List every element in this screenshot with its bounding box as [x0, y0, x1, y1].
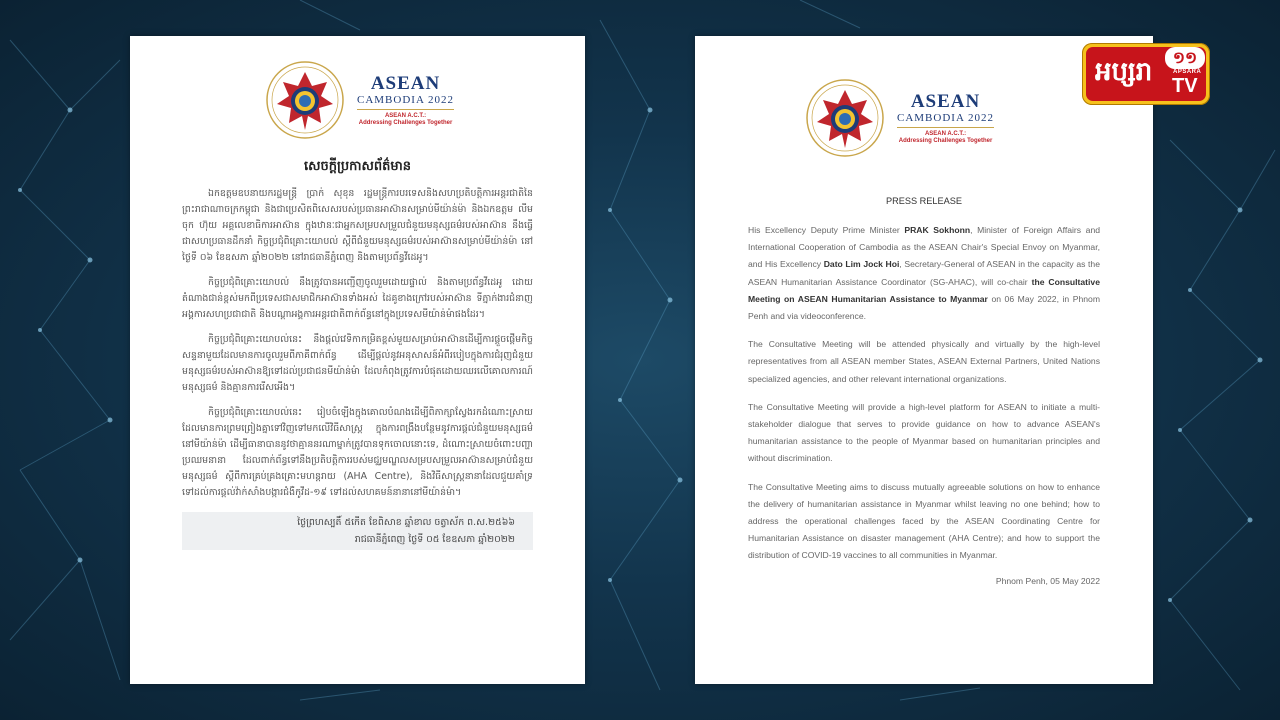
- channel-name-khmer: អប្សរា: [1095, 57, 1153, 87]
- asean-emblem-icon: [265, 60, 345, 140]
- asean-cambodia-logo: [265, 60, 454, 140]
- english-paragraph-3: The Consultative Meeting will provide a high-level platform for ASEAN to initiate a multi-stakeholder dialogue that serves to provide guidance on how to advance ASEAN's humanitarian assistance to the people of Myanmar based on humanitarian principles and without discrimination.: [748, 401, 1100, 464]
- channel-number: ១១: [1165, 47, 1205, 69]
- khmer-heading: សេចក្ដីប្រកាសព័ត៌មាន: [303, 159, 412, 174]
- khmer-solar-date: រាជធានីភ្នំពេញ ថ្ងៃទី ០៥ ខែឧសភា ឆ្នាំ២០២២: [354, 534, 515, 545]
- khmer-paragraph: កិច្ចប្រជុំពិគ្រោះយោបល់នេះ នឹងផ្ដល់វេទិកាកម្រិតខ្ពស់មួយសម្រាប់អាស៊ានដើម្បីការផ្ដួចផ្ដើមកិច្ចសន្ទនាមួយដែលមានការចូលរួមពីភាគីពាក់ព័ន្ធ ដើម្បីផ្ដល់នូវអនុសាសន៍អំពីរបៀបក្នុងការជំរុញជំនួយមនុស្សធម៌របស់អាស៊ានឱ្យទៅដល់ប្រជាជនមីយ៉ាន់ម៉ា ដែលកំពុងត្រូវការបំផុតដោយឈរលើគោលការណ៍មនុស្សធម៌ និងគ្មានការរើសអើង។: [182, 334, 533, 393]
- logo-subtitle: CAMBODIA 2022: [357, 94, 454, 110]
- khmer-paragraph: ឯកឧត្តមឧបនាយករដ្ឋមន្ត្រី ប្រាក់ សុខុន រដ្ឋមន្ត្រីការបរទេសនិងសហប្រតិបត្តិការអន្តរជាតិនៃព្រះរាជាណាចក្រកម្ពុជា និងជាប្រេសិតពិសេសរបស់ប្រធានអាស៊ានសម្រាប់មីយ៉ាន់ម៉ា និងឯកឧត្តម លីម ចុក ហ៊ុយ អគ្គលេខាធិការអាស៊ាន ក្នុងឋានៈជាអ្នកសម្របសម្រួលជំនួយមនុស្សធម៌របស់អាស៊ាន នឹងធ្វើជាសហប្រធានដឹកនាំ កិច្ចប្រជុំពិគ្រោះយោបល់ ស្ដីពីជំនួយមនុស្សធម៌របស់អាស៊ានសម្រាប់មីយ៉ាន់ម៉ា នៅថ្ងៃទី ០៦ ខែឧសភា ឆ្នាំ២០២២ នៅរាជធានីភ្នំពេញ និងតាមប្រព័ន្ធវីដេអូ។: [182, 188, 533, 263]
- logo-title: ASEAN: [370, 72, 441, 94]
- khmer-dateline: [182, 512, 533, 550]
- logo-subtitle: CAMBODIA 2022: [897, 112, 994, 128]
- khmer-paragraph: កិច្ចប្រជុំពិគ្រោះយោបល់ នឹងត្រូវបានអញ្ជើញចូលរួមដោយផ្ទាល់ និងតាមប្រព័ន្ធវីដេអូ ដោយតំណាងជាន់ខ្ពស់មកពីប្រទេសជាសមាជិកអាស៊ានទាំងអស់ ដៃគូខាងក្រៅរបស់អាស៊ាន ទីភ្នាក់ងារជំនាញអង្គការសហប្រជាជាតិ និងបណ្ដាអង្គការអន្តរជាតិពាក់ព័ន្ធនៅក្នុងប្រទេសមីយ៉ាន់ម៉ាផងដែរ។: [182, 277, 533, 320]
- khmer-body: [182, 186, 533, 510]
- logo-act: ASEAN A.C.T.:: [384, 112, 427, 119]
- channel-brand: APSARA: [1173, 69, 1202, 75]
- asean-emblem-icon: [805, 78, 885, 158]
- logo-act: ASEAN A.C.T.:: [924, 130, 967, 137]
- channel-tv: TV: [1172, 75, 1198, 97]
- apsara-tv-logo: [1082, 43, 1210, 105]
- english-paragraph-2: The Consultative Meeting will be attended physically and virtually by the high-level representatives from all ASEAN member States, ASEAN External Partners, United Nations specialized agencies, and other relevant international organizations.: [748, 339, 1100, 384]
- asean-cambodia-logo: [805, 78, 994, 158]
- khmer-paragraph: កិច្ចប្រជុំពិគ្រោះយោបល់នេះ រៀបចំឡើងក្នុងគោលបំណងដើម្បីពិភាក្សាស្វែងរកដំណោះស្រាយដែលមានការព្រមព្រៀងគ្នាទៅវិញទៅមកលើវិធីសាស្ត្រ ក្នុងការពង្រឹងបន្ថែមនូវការផ្ដល់ជំនួយមនុស្សធម៌នៅមីយ៉ាន់ម៉ា ដើម្បីធានាបាននូវថាគ្មាននរណាម្នាក់ត្រូវបានទុកចោលនោះទេ, ដំណោះស្រាយចំពោះបញ្ហាប្រឈមនានា ដែលពាក់ព័ន្ធទៅនឹងប្រតិបត្តិការរបស់មជ្ឈមណ្ឌលសម្របសម្រួលអាស៊ានសម្រាប់ជំនួយមនុស្សធម៌ ស្ដីពីការគ្រប់គ្រងគ្រោះមហន្តរាយ (AHA Centre), និងវិធីសាស្ត្រនានាដែលជួយគាំទ្រទៅដល់ការផ្ដល់វ៉ាក់សាំងបង្ការជំងឺកូវីដ-១៩ ទៅដល់សហគមន៍នានានៅមីយ៉ាន់ម៉ា។: [182, 407, 533, 498]
- khmer-lunar-date: ថ្ងៃព្រហស្បតិ៍ ៥កើត ខែពិសាខ ឆ្នាំខាល ចត្វាស័ក ព.ស.២៥៦៦: [297, 517, 515, 528]
- logo-title: ASEAN: [910, 90, 981, 112]
- english-paragraph-1: His Excellency Deputy Prime Minister PRAK Sokhonn, Minister of Foreign Affairs and International Cooperation of Cambodia as the ASEAN Chair's Special Envoy on Myanmar, and His Excellency Dato Lim Jock Hoi, Secretary-General of ASEAN in the capacity as the ASEAN Humanitarian Assistance Coordinator (SG-AHAC), will co-chair the Consultative Meeting on ASEAN Humanitarian Assistance to Myanmar on 06 May 2022, in Phnom Penh and via videoconference.: [748, 225, 1101, 322]
- press-release-heading: PRESS RELEASE: [885, 196, 963, 206]
- english-signoff: Phnom Penh, 05 May 2022: [995, 575, 1100, 586]
- english-press-release-page: [695, 36, 1153, 684]
- english-body: [748, 222, 1100, 590]
- logo-tagline: Addressing Challenges Together: [898, 137, 993, 144]
- logo-tagline: Addressing Challenges Together: [358, 119, 453, 126]
- english-paragraph-4: The Consultative Meeting aims to discuss mutually agreeable solutions on how to enhance the delivery of humanitarian assistance in Myanmar whilst leaving no one behind; how to address the operational challenges faced by the ASEAN Coordinating Centre for Humanitarian Assistance on disaster management (AHA Centre); and how to support the distribution of COVID-19 vaccines to all communities in Myanmar.: [748, 481, 1100, 561]
- khmer-press-release-page: [130, 36, 585, 684]
